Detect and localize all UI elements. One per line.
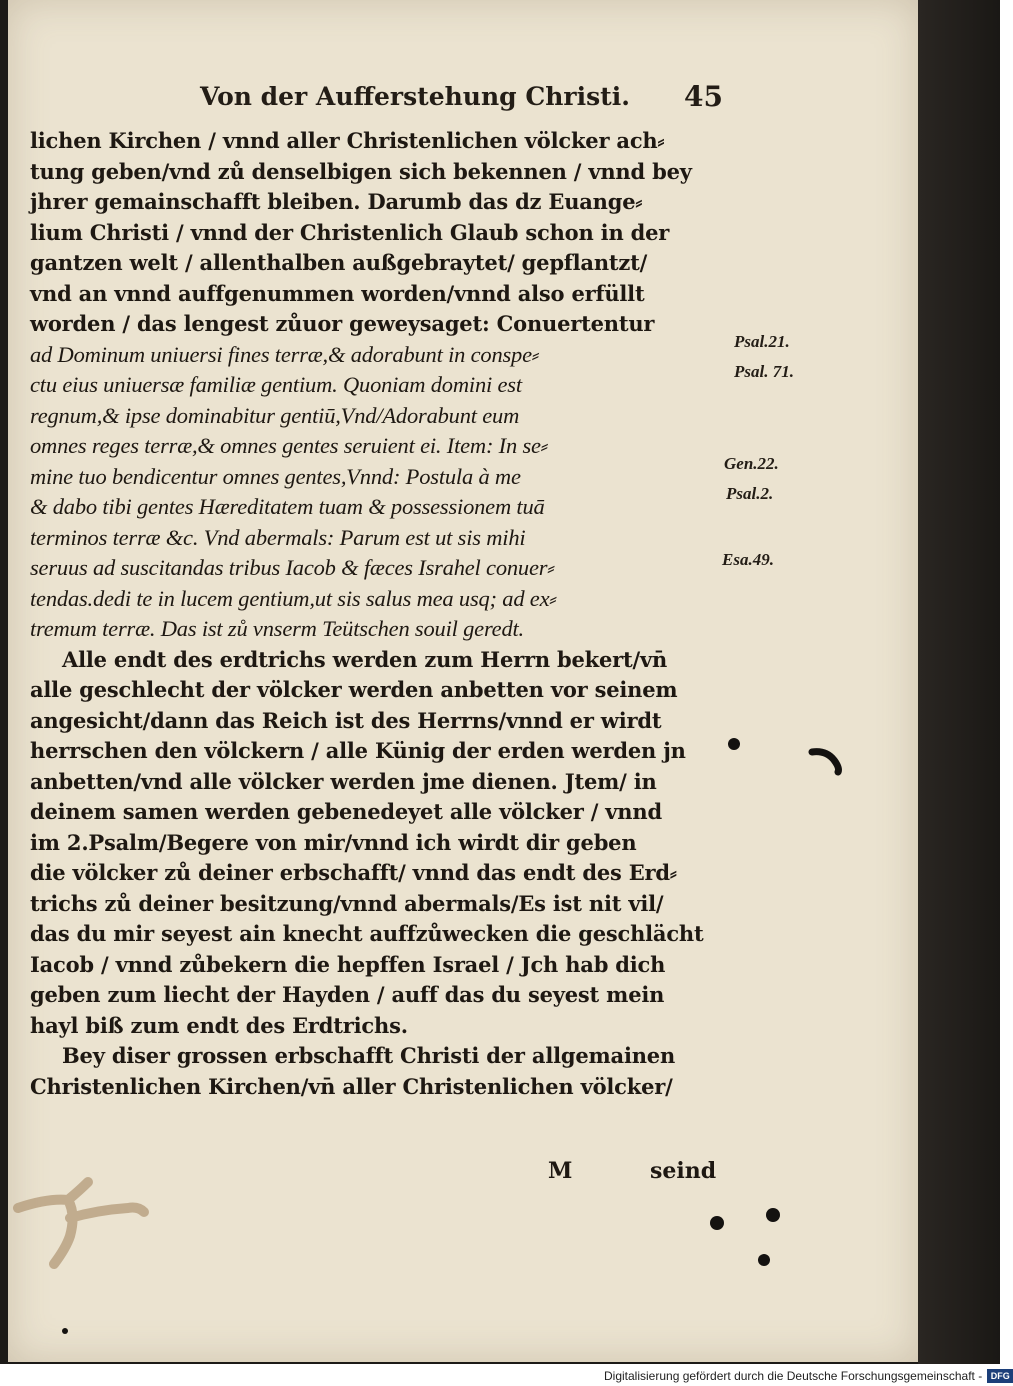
folio-number: 45 xyxy=(684,80,723,113)
text-line: herrschen den völckern / alle Künig der erden werden jn xyxy=(30,738,686,763)
text-line: mine tuo bendicentur omnes gentes,Vnnd: Postula à me xyxy=(30,463,521,489)
footer-text: Digitalisierung gefördert durch die Deutsche Forschungsgemeinschaft - xyxy=(604,1369,983,1383)
margin-note-psalm-21: Psal.21. xyxy=(734,332,790,351)
text-line: Alle endt des erdtrichs werden zum Herrn bekert/vn̄ xyxy=(62,646,668,672)
text-line: tung geben/vnd zů denselbigen sich bekennen / vnnd bey xyxy=(30,158,692,184)
text-line: trichs zů deiner besitzung/vnnd abermals/Es ist nit vil/ xyxy=(30,890,664,916)
ink-spot xyxy=(62,1328,68,1334)
margin-note-psalm-71: Psal. 71. xyxy=(734,362,794,381)
text-line: das du mir seyest ain knecht auffzůwecken die geschlächt xyxy=(30,921,704,946)
water-stain xyxy=(18,1178,168,1268)
ink-spot xyxy=(766,1208,780,1222)
text-line: ad Dominum uniuersi fines terræ,& adorabunt in conspe⸗ xyxy=(30,341,540,367)
digitization-footer xyxy=(604,1367,1013,1385)
text-line: lichen Kirchen / vnnd aller Christenlichen völcker ach⸗ xyxy=(30,128,665,153)
text-line: deinem samen werden gebenedeyet alle völcker / vnnd xyxy=(30,799,662,824)
text-line: die völcker zů deiner erbschafft/ vnnd das endt des Erd⸗ xyxy=(30,860,677,885)
ink-spot xyxy=(758,1254,770,1266)
facing-page-edge xyxy=(918,0,1000,1364)
text-line: tendas.dedi te in lucem gentium,ut sis salus mea usq; ad ex⸗ xyxy=(30,585,557,611)
text-line: alle geschlecht der völcker werden anbetten vor seinem xyxy=(30,677,678,702)
ink-smudge xyxy=(808,746,848,776)
text-line: lium Christi / vnnd der Christenlich Glaub schon in der xyxy=(30,219,670,245)
dfg-logo: DFG xyxy=(987,1369,1013,1383)
body-text xyxy=(30,126,720,1102)
text-line: Bey diser grossen erbschafft Christi der allgemainen xyxy=(62,1043,676,1068)
ink-spot xyxy=(710,1216,724,1230)
text-line: jhrer gemainschafft bleiben. Darumb das dz Euange⸗ xyxy=(30,189,643,214)
catchword: seind xyxy=(650,1158,717,1184)
text-line: geben zum liecht der Hayden / auff das du seyest mein xyxy=(30,982,665,1007)
margin-note-psalm-2: Psal.2. xyxy=(726,484,774,503)
text-line: Iacob / vnnd zůbekern die hepffen Israel / Jch hab dich xyxy=(30,951,666,977)
signature-mark: M xyxy=(548,1158,573,1184)
text-line: anbetten/vnd alle völcker werden jme dienen. Jtem/ in xyxy=(30,768,657,794)
margin-note-genesis-22: Gen.22. xyxy=(724,454,779,473)
text-line: seruus ad suscitandas tribus Iacob & fæces Israhel conuer⸗ xyxy=(30,555,555,580)
text-line: & dabo tibi gentes Hæreditatem tuam & possessionem tuā xyxy=(30,494,545,519)
ink-spot xyxy=(728,738,740,750)
text-line: worden / das lengest zůuor geweysaget: Conuertentur xyxy=(30,311,655,336)
text-line: Christenlichen Kirchen/vn̄ aller Christenlichen völcker/ xyxy=(30,1073,673,1099)
running-header: Von der Aufferstehung Christi. xyxy=(200,82,630,111)
text-line: ctu eius uniuersæ familiæ gentium. Quoniam domini est xyxy=(30,372,522,397)
text-line: hayl biß zum endt des Erdtrichs. xyxy=(30,1012,408,1038)
text-line: terminos terræ &c. Vnd abermals: Parum est ut sis mihi xyxy=(30,524,526,550)
margin-note-esaias-49: Esa.49. xyxy=(722,550,774,569)
book-page xyxy=(8,0,918,1362)
text-line: omnes reges terræ,& omnes gentes seruient ei. Item: In se⸗ xyxy=(30,433,549,458)
text-line: angesicht/dann das Reich ist des Herrns/vnnd er wirdt xyxy=(30,707,662,733)
text-line: gantzen welt / allenthalben außgebraytet/ gepflantzt/ xyxy=(30,250,648,275)
text-line: tremum terræ. Das ist zů vnserm Teütschen souil geredt. xyxy=(30,616,524,641)
text-line: regnum,& ipse dominabitur gentiū,Vnd/Adorabunt eum xyxy=(30,402,520,428)
text-line: im 2.Psalm/Begere von mir/vnnd ich wirdt dir geben xyxy=(30,829,637,855)
text-line: vnd an vnnd auffgenummen worden/vnnd also erfüllt xyxy=(30,280,645,306)
